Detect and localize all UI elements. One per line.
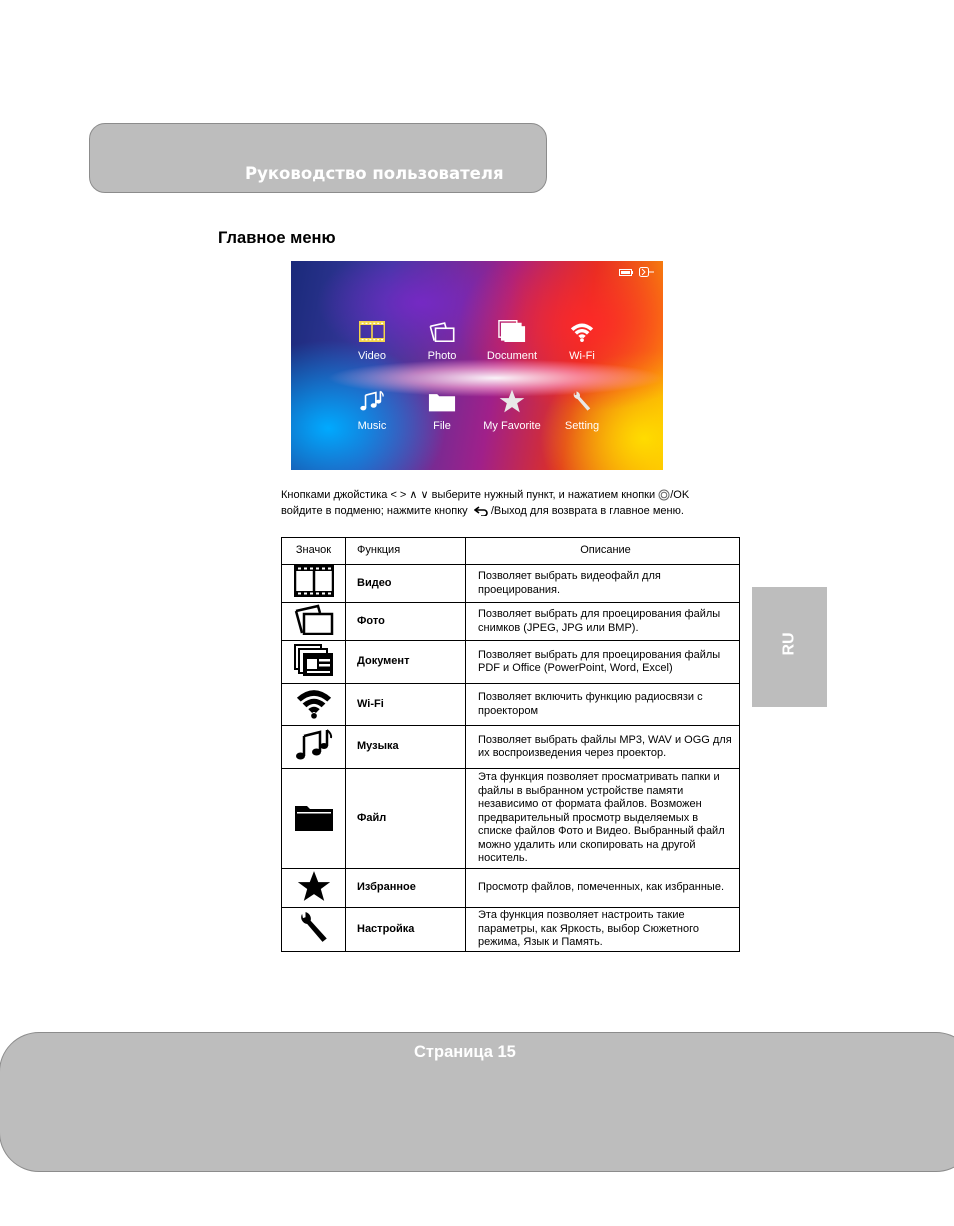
- column-header: Значок: [282, 538, 346, 565]
- photo-icon: [282, 603, 346, 641]
- table-row: Музыка Позволяет выбрать файлы MP3, WAV и OGG для их воспроизведения через проектор.: [282, 726, 740, 769]
- film-icon: [282, 565, 346, 603]
- battery-icon: [619, 264, 633, 282]
- footer-band: [0, 1032, 954, 1172]
- table-header-row: [282, 538, 740, 565]
- menu-item-file[interactable]: [407, 388, 477, 432]
- joystick-arrows: < > ∧ ∨: [390, 489, 429, 501]
- photo-icon: [407, 318, 477, 344]
- header-tab: [89, 123, 547, 193]
- ok-button-icon: [658, 489, 670, 501]
- intro-text: [281, 487, 751, 519]
- wifi-icon: [282, 684, 346, 726]
- table-row: Документ Позволяет выбрать для проецирования файлы PDF и Office (PowerPoint, Word, Excel): [282, 641, 740, 684]
- menu-item-video[interactable]: [337, 318, 407, 362]
- menu-item-label: File: [433, 420, 451, 432]
- column-header: Описание: [466, 538, 740, 565]
- table-row: Настройка Эта функция позволяет настроить такие параметры, как Яркость, выбор Сюжетного режима, Язык и Память.: [282, 908, 740, 952]
- menu-item-label: Document: [486, 350, 538, 362]
- document-icon: [477, 318, 547, 344]
- menu-item-label: Setting: [564, 420, 600, 432]
- intro-line-1: Кнопками джойстика < > ∧ ∨ выберите нужный пункт, и нажатием кнопки /OK: [281, 489, 690, 501]
- music-icon: [282, 726, 346, 769]
- status-icons: [619, 264, 655, 282]
- menu-item-label: Photo: [427, 350, 457, 362]
- menu-item-label: Music: [357, 420, 387, 432]
- table-row: Wi-Fi Позволяет включить функцию радиосвязи с проектором: [282, 684, 740, 726]
- menu-item-label: My Favorite: [483, 420, 541, 432]
- folder-icon: [407, 388, 477, 414]
- function-table: [281, 537, 740, 952]
- document-icon: [282, 641, 346, 684]
- music-icon: [337, 388, 407, 414]
- table-row: Фото Позволяет выбрать для проецирования файлы снимков (JPEG, JPG или BMP).: [282, 603, 740, 641]
- language-tab: [752, 587, 827, 707]
- star-icon: [282, 869, 346, 908]
- return-arrow-icon: [474, 505, 488, 517]
- table-row: Избранное Просмотр файлов, помеченных, как избранные.: [282, 869, 740, 908]
- star-icon: [477, 388, 547, 414]
- table-row: Файл Эта функция позволяет просматривать папки и файлы в выбранном устройстве памяти независимо от формата файлов. Возможен предварительный просмотр выделяемых в списке файлов Фото и Видео. Выбранный файл можно удалить или скопировать на другой носитель.: [282, 769, 740, 869]
- folder-icon: [282, 769, 346, 869]
- menu-item-label: Wi-Fi: [569, 350, 595, 362]
- section-title: Главное меню: [218, 229, 336, 247]
- menu-item-wifi[interactable]: [547, 318, 617, 362]
- table-row: Видео Позволяет выбрать видеофайл для проецирования.: [282, 565, 740, 603]
- wrench-icon: [282, 908, 346, 952]
- intro-line-2: войдите в подменю; нажмите кнопку /Выход для возврата в главное меню.: [281, 505, 684, 517]
- menu-item-favorite[interactable]: [477, 388, 547, 432]
- menu-item-music[interactable]: [337, 388, 407, 432]
- film-icon: [337, 318, 407, 344]
- menu-item-document[interactable]: [477, 318, 547, 362]
- language-label: RU: [780, 632, 798, 656]
- wrench-icon: [547, 388, 617, 414]
- wifi-icon: [547, 318, 617, 344]
- power-plug-icon: [639, 264, 655, 282]
- main-menu-screenshot: [291, 261, 663, 470]
- menu-item-label: Video: [358, 350, 386, 362]
- menu-item-photo[interactable]: [407, 318, 477, 362]
- page-number: Страница 15: [414, 1043, 516, 1061]
- menu-item-setting[interactable]: [547, 388, 617, 432]
- column-header: Функция: [346, 538, 466, 565]
- header-title: Руководство пользователя: [245, 164, 504, 183]
